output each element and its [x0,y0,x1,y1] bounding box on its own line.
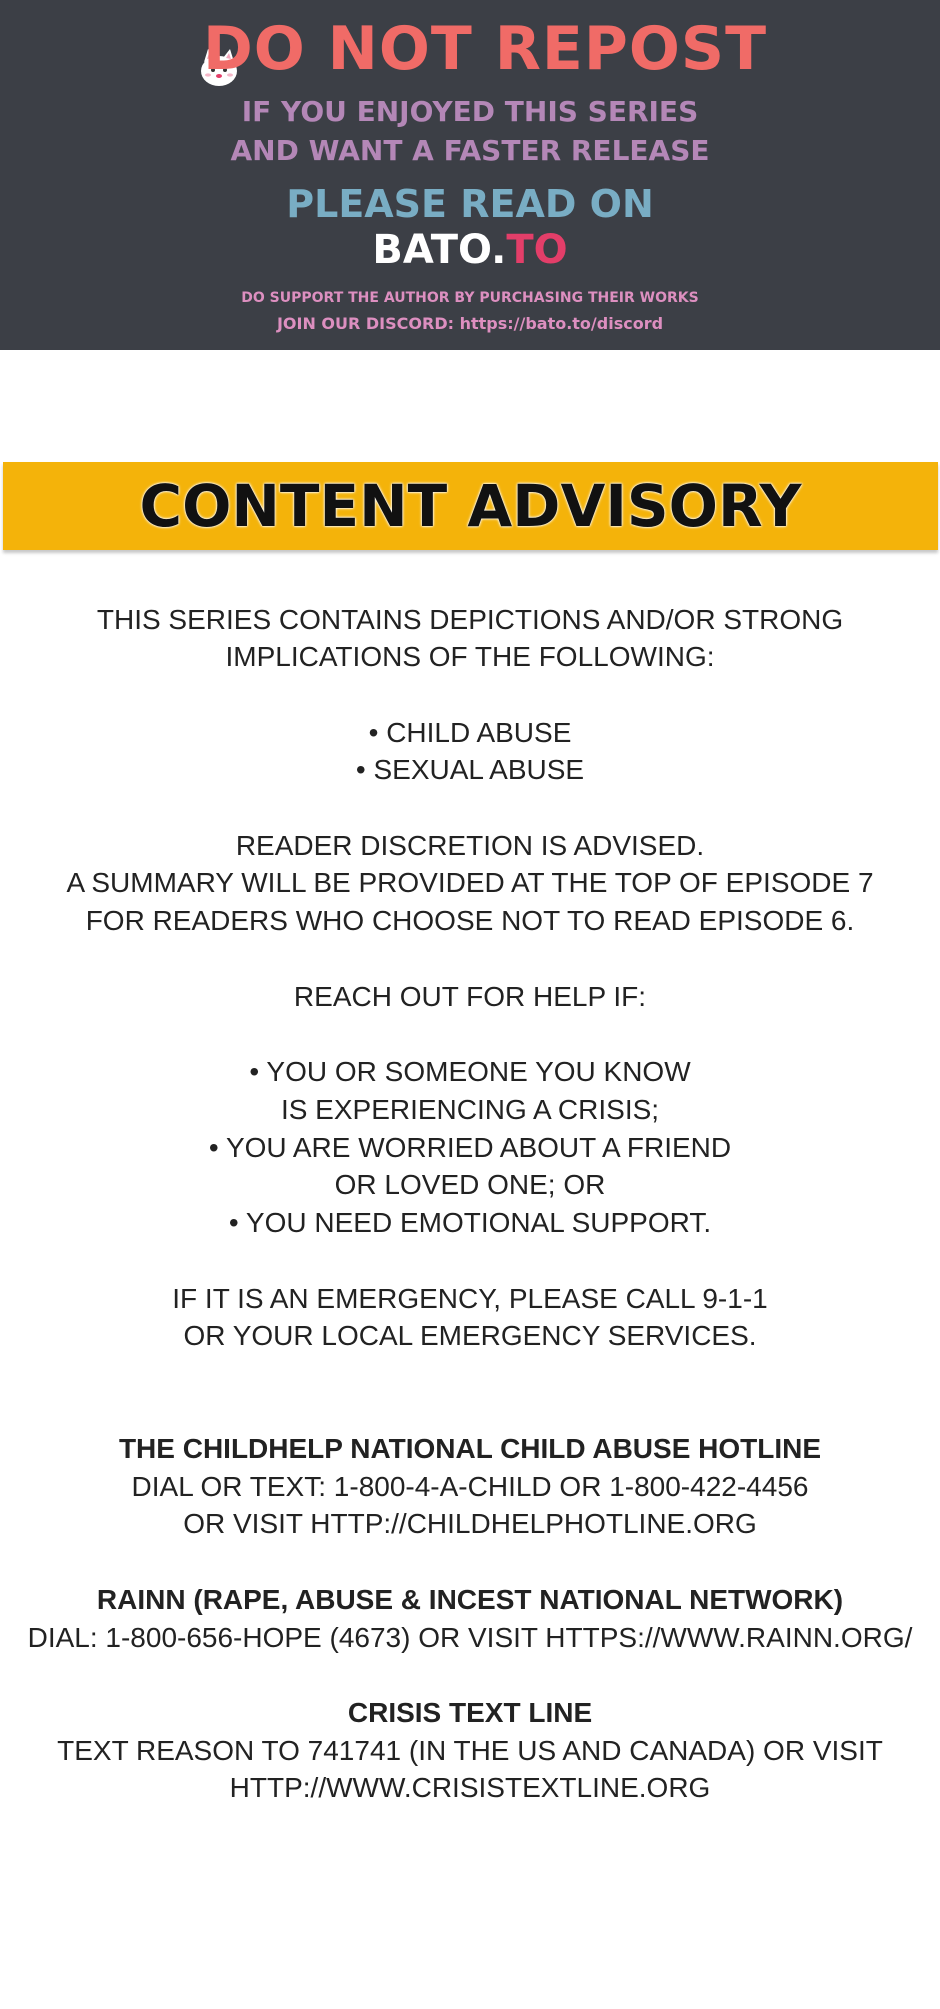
content-advisory-header [3,462,938,550]
resource-link-crisis-text-line[interactable]: HTTP://WWW.CRISISTEXTLINE.ORG [229,1772,711,1803]
help-item: IS EXPERIENCING A CRISIS; [280,1094,660,1125]
banner-line-1: IF YOU ENJOYED THIS SERIES [241,95,699,128]
resource-name-childhelp: THE CHILDHELP NATIONAL CHILD ABUSE HOTLINE [118,1433,822,1464]
advisory-topic-item: • SEXUAL ABUSE [355,754,585,785]
site-name[interactable] [0,227,940,273]
resource-name-rainn: RAINN (RAPE, ABUSE & INCEST NATIONAL NETWORK) [96,1584,844,1615]
resource-link-rainn[interactable]: DIAL: 1-800-656-HOPE (4673) OR VISIT HTTPS://WWW.RAINN.ORG/ [27,1622,913,1653]
help-item: • YOU NEED EMOTIONAL SUPPORT. [228,1207,712,1238]
site-name-tld: TO [506,227,568,273]
banner-line-3: PLEASE READ ON [286,182,654,226]
discretion-line: A SUMMARY WILL BE PROVIDED AT THE TOP OF EPISODE 7 [66,867,874,898]
advisory-intro-line: IMPLICATIONS OF THE FOLLOWING: [225,641,715,672]
help-item: • YOU ARE WORRIED ABOUT A FRIEND [208,1132,732,1163]
resource-link-childhelp[interactable]: OR VISIT HTTP://CHILDHELPHOTLINE.ORG [183,1508,757,1539]
advisory-topic-item: • CHILD ABUSE [368,717,572,748]
help-item: • YOU OR SOMEONE YOU KNOW [249,1056,691,1087]
resource-name-crisis-text-line: CRISIS TEXT LINE [347,1697,593,1728]
discord-link[interactable]: JOIN OUR DISCORD: https://bato.to/discord [276,314,664,333]
do-not-repost-title: DO NOT REPOST [202,14,768,84]
resource-line: DIAL OR TEXT: 1-800-4-A-CHILD OR 1-800-422-4456 [131,1471,809,1502]
resource-line: TEXT REASON TO 741741 (IN THE US AND CANADA) OR VISIT [57,1735,883,1766]
advisory-intro-line: THIS SERIES CONTAINS DEPICTIONS AND/OR STRONG [96,604,844,635]
repost-banner [0,0,940,350]
content-advisory-title: CONTENT ADVISORY [139,472,802,540]
help-heading: REACH OUT FOR HELP IF: [293,981,647,1012]
help-item: OR LOVED ONE; OR [334,1169,606,1200]
banner-line-2: AND WANT A FASTER RELEASE [230,134,710,167]
emergency-line: OR YOUR LOCAL EMERGENCY SERVICES. [183,1320,757,1351]
discretion-line: FOR READERS WHO CHOOSE NOT TO READ EPISODE 6. [85,905,855,936]
support-author-note: DO SUPPORT THE AUTHOR BY PURCHASING THEIR WORKS [241,290,699,306]
site-name-main: BATO. [372,227,507,273]
emergency-line: IF IT IS AN EMERGENCY, PLEASE CALL 9-1-1 [172,1283,768,1314]
discretion-line: READER DISCRETION IS ADVISED. [235,830,705,861]
